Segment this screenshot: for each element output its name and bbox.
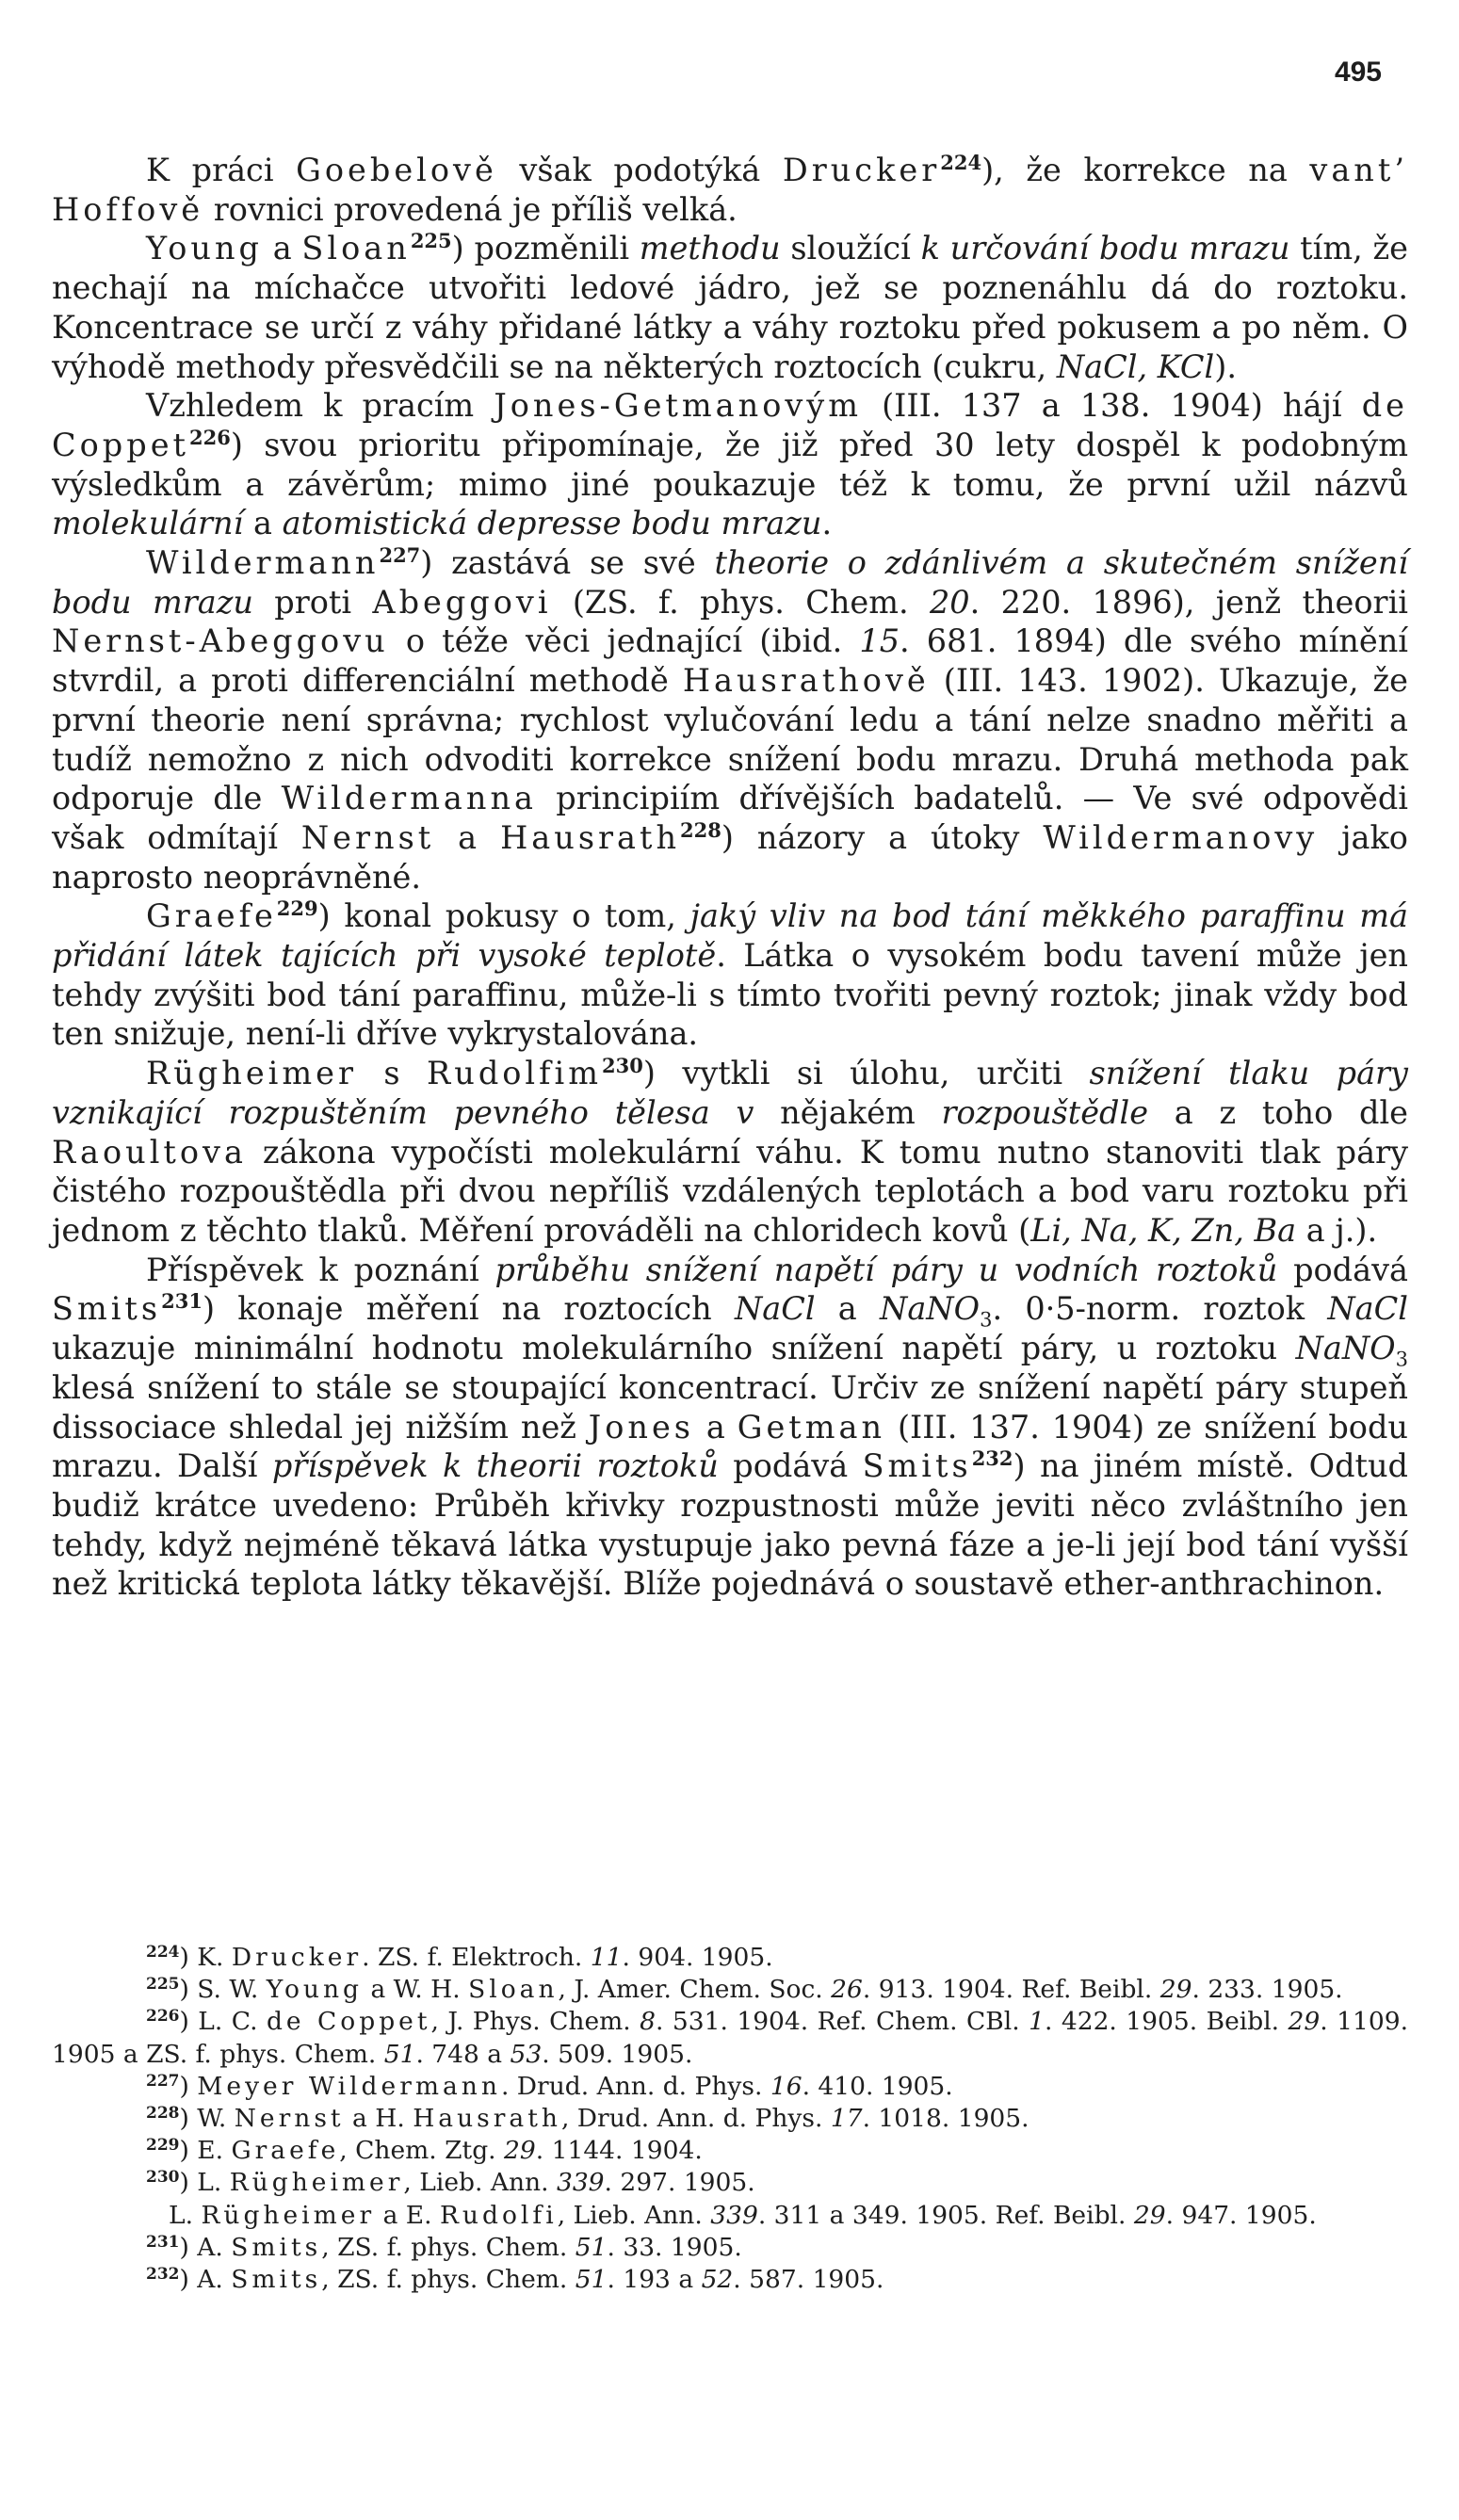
author-name: Abeggovi (372, 583, 552, 621)
footnote-ref: 225 (410, 229, 452, 253)
author-name: Rügheimer (146, 1055, 357, 1092)
paragraph-young-sloan: Young a Sloan$^{225}$) pozměnili methodu sloužící k určování bodu mrazu tím, že nechají na míchačce utvořiti ledové jádro, jež se poznenáhlu dá do roztoku. Koncentrace se určí z váhy přidané látky a váhy roztoku před pokusem a po něm. O výhodě methody přesvědčili se na některých roztocích (cukru, NaCl, KCl). (52, 229, 1408, 385)
formula-subscript: 3 (980, 1309, 993, 1333)
volume-number: 29 (1288, 2007, 1321, 2037)
volume-number: 29 (1159, 1975, 1192, 2005)
volume-number: 52 (701, 2265, 734, 2295)
volume-number: 16 (770, 2071, 802, 2101)
chemical-formula: NaNO (880, 1290, 981, 1328)
volume-number: 17 (830, 2104, 863, 2134)
author-name: Wildermann (146, 544, 380, 582)
volume-number: 339 (556, 2168, 605, 2198)
author-name: Jones (588, 1408, 694, 1446)
author-name: Young (146, 230, 263, 267)
footnote-227: $^{227}$) Meyer Wildermann. Drud. Ann. d. Phys. 16. 410. 1905. (146, 2071, 953, 2101)
volume-number: 339 (710, 2200, 758, 2230)
footnote-224: $^{224}$) K. Drucker. ZS. f. Elektroch. 11. 904. 1905. (146, 1943, 773, 1972)
footnote-230-second-line: L. Rügheimer a E. Rudolfi, Lieb. Ann. 339. 311 a 349. 1905. Ref. Beibl. 29. 947. 1905. (169, 2200, 1317, 2230)
volume-number: 26 (831, 1975, 863, 2005)
author-name: Sloan (468, 1975, 559, 2005)
footnote-ref: 228 (680, 817, 721, 842)
footnote-ref: 226 (188, 425, 231, 449)
formula-subscript: 3 (1395, 1348, 1408, 1371)
footnote-228: $^{228}$) W. Nernst a H. Hausrath, Drud. Ann. d. Phys. 17. 1018. 1905. (146, 2104, 1029, 2134)
paragraph-wildermann: Wildermann$^{227}$) zastává se své theorie o zdánlivém a skutečném snížení bodu mrazu proti Abeggovi (ZS. f. phys. Chem. 20. 220. 1896), jenž theorii Nernst-Abeggovu o téže věci jednající (ibid. 15. 681. 1894) dle svého mínění stvrdil, a proti differenciální methodě Hausrathově (III. 143. 1902). Ukazuje, že první theorie není správna; rychlost vylučování ledu a tání nelze snadno měřiti a tudíž nemožno z nich odvoditi korrekce snížení bodu mrazu. Druhá methoda pak odporuje dle Wildermanna principiím dřívějších badatelů. — Ve své odpovědi však odmítají Nernst a Hausrath$^{228}$) názory a útoky Wildermanovy jako naprosto neoprávněné. (52, 543, 1409, 896)
author-name: Nernst (300, 818, 435, 856)
page-number: 495 (1334, 57, 1382, 88)
author-name: Young (266, 1975, 364, 2005)
author-name: Wildermanna (281, 780, 538, 817)
footnote-number: 232 (146, 2265, 180, 2285)
footnote-ref: 224 (940, 151, 982, 174)
footnote-230: $^{230}$) L. Rügheimer, Lieb. Ann. 339. 297. 1905. (146, 2168, 755, 2198)
author-name: Smits (862, 1447, 972, 1485)
emphasis: snížení tlaku páry vznikající rozpuštěním pevného tělesa v (52, 1055, 1408, 1131)
footnote-number: 226 (146, 2007, 180, 2027)
footnote-232: $^{232}$) A. Smits, ZS. f. phys. Chem. 51. 193 a 52. 587. 1905. (146, 2265, 884, 2295)
emphasis: průběhu snížení napětí páry u vodních roztoků (494, 1251, 1278, 1288)
footnote-number: 225 (146, 1975, 180, 1995)
chemical-formula: NaCl, KCl (1056, 347, 1215, 385)
footnote-ref: 232 (971, 1446, 1013, 1471)
paragraph-drucker: K práci Goebelově však podotýká Drucker$^{224}$), že korrekce na vant’ Hoffově rovnici provedená je příliš velká. (52, 151, 1408, 228)
volume-number: 53 (510, 2039, 543, 2069)
volume-number: 8 (640, 2007, 657, 2037)
footnote-229: $^{229}$) E. Graefe, Chem. Ztg. 29. 1144. 1904. (146, 2136, 703, 2166)
author-name: Raoultova (52, 1133, 247, 1171)
author-name: Hausrath (500, 818, 681, 856)
chemical-formula: NaNO (1295, 1330, 1396, 1367)
author-name: Jones-Getmanovým (494, 387, 862, 425)
paragraph-de-coppet: Vzhledem k pracím Jones-Getmanovým (III. 137 a 138. 1904) hájí de Coppet$^{226}$) svou prioritu připomínaje, že již před 30 lety dospěl k podobným výsledkům a závěrům; mimo jiné poukazuje též k tomu, že první užil názvů molekulární a atomistická depresse bodu mrazu. (52, 387, 1408, 542)
emphasis: jaký vliv na bod tání měkkého paraffinu má přidání látek tajících při vysoké teplotě (52, 897, 1408, 975)
author-name: Sloan (301, 230, 411, 267)
volume-number: 1 (1029, 2007, 1045, 2037)
footnote-ref: 230 (602, 1054, 643, 1078)
volume-number: 51 (383, 2039, 416, 2069)
volume-number: 51 (575, 2265, 608, 2295)
author-name: Rudolfim (427, 1055, 603, 1092)
author-name: Rudolfi (439, 2200, 558, 2230)
emphasis: molekulární (52, 505, 244, 542)
emphasis: k určování bodu mrazu (920, 230, 1290, 267)
author-name: Meyer Wildermann (197, 2071, 501, 2101)
author-name: Getman (737, 1408, 886, 1446)
volume-number: 11 (590, 1943, 623, 1972)
paragraph-smits: Příspěvek k poznání průběhu snížení napětí páry u vodních roztoků podává Smits$^{231}$) konaje měření na roztocích NaCl a NaNO$_3$. 0·5-norm. roztok NaCl ukazuje minimální hodnotu molekulárního snížení napětí páry, u roztoku NaNO$_3$ klesá snížení to stále se stoupající koncentrací. Určiv ze snížení napětí páry stupeň dissociace shledal jej nižším než Jones a Getman (III. 137. 1904) ze snížení bodu mrazu. Další příspěvek k theorii roztoků podává Smits$^{232}$) na jiném místě. Odtud budiž krátce uvedeno: Průběh křivky rozpustnosti může jeviti něco zvláštního jen tehdy, když nejméně těkavá látka vystupuje jako pevná fáze a je-li její bod tání vyšší než kritická teplota látky těkavější. Blíže pojednává o soustavě ether-anthrachinon. (52, 1251, 1408, 1603)
author-name: Hausrath (413, 2104, 561, 2134)
footnote-ref: 227 (379, 543, 421, 568)
volume-number: 15 (859, 622, 900, 660)
emphasis: příspěvek k theorii roztoků (271, 1447, 719, 1485)
author-name: Drucker (231, 1943, 363, 1972)
footnote-number: 229 (146, 2136, 180, 2156)
author-name: Smits (52, 1290, 162, 1328)
footnote-226: $^{226}$) L. C. de Coppet, J. Phys. Chem. 8. 531. 1904. Ref. Chem. CBl. 1. 422. 1905. Beibl. 29. 1109. 1905 a ZS. f. phys. Chem. 51. 748 a 53. 509. 1905. (52, 2007, 1408, 2069)
author-name: Goebelově (296, 152, 497, 188)
chemical-formula: NaCl (734, 1290, 816, 1328)
author-name: vant’ Hoffově (52, 152, 1408, 228)
emphasis: methodu (639, 230, 781, 267)
emphasis: atomistická depresse bodu mrazu (282, 505, 822, 542)
author-name: Drucker (782, 152, 941, 188)
footnote-number: 231 (146, 2232, 180, 2252)
emphasis: rozpouštědle (941, 1093, 1149, 1131)
footnote-number: 228 (146, 2104, 180, 2124)
author-name: Graefe (231, 2136, 340, 2166)
volume-number: 29 (1133, 2200, 1166, 2230)
author-name: Rügheimer (201, 2200, 376, 2230)
footnote-ref: 229 (276, 897, 318, 921)
volume-number: 51 (575, 2232, 608, 2262)
footnote-number: 224 (146, 1943, 180, 1962)
author-name: Smits (231, 2232, 322, 2262)
volume-number: 29 (504, 2136, 536, 2166)
author-name: Nernst (234, 2104, 345, 2134)
author-name: Nernst-Abeggovu (52, 622, 389, 660)
author-name: de Coppet (52, 387, 1408, 463)
author-name: de Coppet (266, 2007, 431, 2037)
author-name: Hausrathově (682, 662, 930, 700)
emphasis: theorie o zdánlivém a skutečném snížení bodu mrazu (52, 544, 1408, 621)
footnote-number: 227 (146, 2071, 180, 2091)
footnote-231: $^{231}$) A. Smits, ZS. f. phys. Chem. 51. 33. 1905. (146, 2232, 742, 2262)
article-body (52, 151, 1408, 1604)
footnote-ref: 231 (161, 1289, 203, 1314)
chemical-formula: Li, Na, K, Zn, Ba (1030, 1211, 1297, 1249)
footnote-number: 230 (146, 2168, 180, 2188)
volume-number: 20 (929, 583, 970, 621)
author-name: Graefe (146, 897, 277, 935)
author-name: Smits (231, 2265, 322, 2295)
paragraph-graefe: Graefe$^{229}$) konal pokusy o tom, jaký vliv na bod tání měkkého paraffinu má přidání látek tajících při vysoké teplotě. Látka o vysokém bodu tavení může jen tehdy zvýšiti bod tání paraffinu, může-li s tímto tvořiti pevný roztok; jinak vždy bod ten snižuje, není-li dříve vykrystalována. (52, 897, 1408, 1053)
author-name: Rügheimer (229, 2168, 404, 2198)
chemical-formula: NaCl (1327, 1290, 1408, 1328)
author-name: Wildermanovy (1043, 818, 1319, 856)
paragraph-rugheimer: Rügheimer s Rudolfim$^{230}$) vytkli si úlohu, určiti snížení tlaku páry vznikající rozpuštěním pevného tělesa v nějakém rozpouštědle a z toho dle Raoultova zákona vypočísti molekulární váhu. K tomu nutno stanoviti tlak páry čistého rozpouštědla při dvou nepříliš vzdálených teplotách a bod varu roztoku při jednom z těchto tlaků. Měření prováděli na chloridech kovů (Li, Na, K, Zn, Ba a j.). (52, 1054, 1409, 1249)
footnote-225: $^{225}$) S. W. Young a W. H. Sloan, J. Amer. Chem. Soc. 26. 913. 1904. Ref. Beibl. 29. 233. 1905. (146, 1975, 1343, 2005)
footnotes (52, 1942, 1408, 2296)
